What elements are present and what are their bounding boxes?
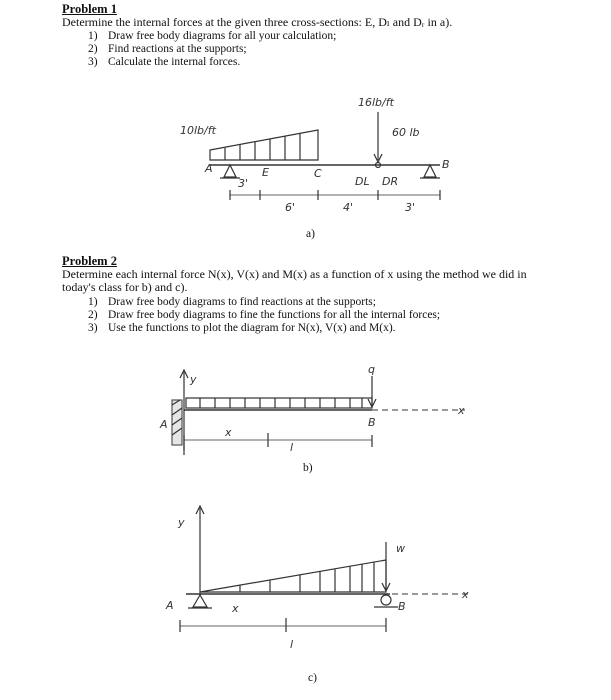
fig-c-support-B (381, 595, 391, 605)
fig-a-label-DR: DR (382, 175, 399, 188)
problem1-step: 2) Find reactions at the supports; (88, 43, 247, 55)
figure-b-caption: b) (303, 462, 313, 474)
fig-b-x-dim-label: x (225, 426, 232, 439)
fig-a-dim-3: 4' (343, 201, 354, 214)
fig-c-length-label: l (290, 638, 294, 651)
problem2-heading: Problem 2 (62, 254, 117, 268)
fig-c-support-A (193, 595, 207, 607)
fig-a-dim-2: 6' (285, 201, 296, 214)
fig-a-dim-4: 3' (405, 201, 416, 214)
fig-c-x-axis-label: x (462, 588, 469, 601)
figure-c-caption: c) (308, 672, 317, 684)
fig-a-dim-1: 3' (238, 177, 249, 190)
fig-a-label-E: E (262, 166, 269, 179)
problem1-step: 3) Calculate the internal forces. (88, 56, 241, 68)
fig-a-label-C: C (314, 167, 322, 180)
fig-b-length-label: l (290, 441, 294, 454)
fig-c-label-A: A (166, 599, 174, 612)
fig-c-y-axis-label: y (178, 516, 185, 529)
fig-c-triangular-load (200, 560, 386, 592)
problem1-step: 1) Draw free body diagrams for all your calculation; (88, 30, 337, 42)
fig-a-load-right-label: 16lb/ft (358, 96, 394, 109)
problem2-step: 2) Draw free body diagrams to fine the functions for all the internal forces; (88, 309, 441, 321)
fig-a-label-A: A (205, 162, 213, 175)
fig-a-load-left-label: 10lb/ft (180, 124, 216, 137)
fig-c-label-B: B (398, 600, 406, 613)
problem1-intro: Determine the internal forces at the given three cross-sections: E, Dₗ and Dᵣ in a). (62, 15, 453, 29)
problem2-intro-line2: today's class for b) and c). (62, 280, 188, 294)
problem2-step: 3) Use the functions to plot the diagram for N(x), V(x) and M(x). (88, 322, 396, 334)
fig-b-x-axis-label: x (458, 404, 465, 417)
fig-c-load-label: w (396, 542, 405, 555)
problem2-intro-line1: Determine each internal force N(x), V(x) and M(x) as a function of x using the method we did in (62, 267, 527, 281)
problem1-heading: Problem 1 (62, 2, 117, 16)
fig-a-label-B: B (442, 158, 450, 171)
fig-a-point-load-label: 60 lb (392, 126, 420, 139)
fig-c-x-dim-label: x (232, 602, 239, 615)
fig-b-label-A: A (160, 418, 168, 431)
problem2-step: 1) Draw free body diagrams to find reactions at the supports; (88, 296, 376, 308)
fig-a-label-DL: DL (355, 175, 370, 188)
fig-b-y-axis-label: y (190, 373, 197, 386)
fig-b-label-B: B (368, 416, 376, 429)
fig-b-load-label: q (368, 363, 375, 376)
figure-a-caption: a) (306, 228, 315, 240)
